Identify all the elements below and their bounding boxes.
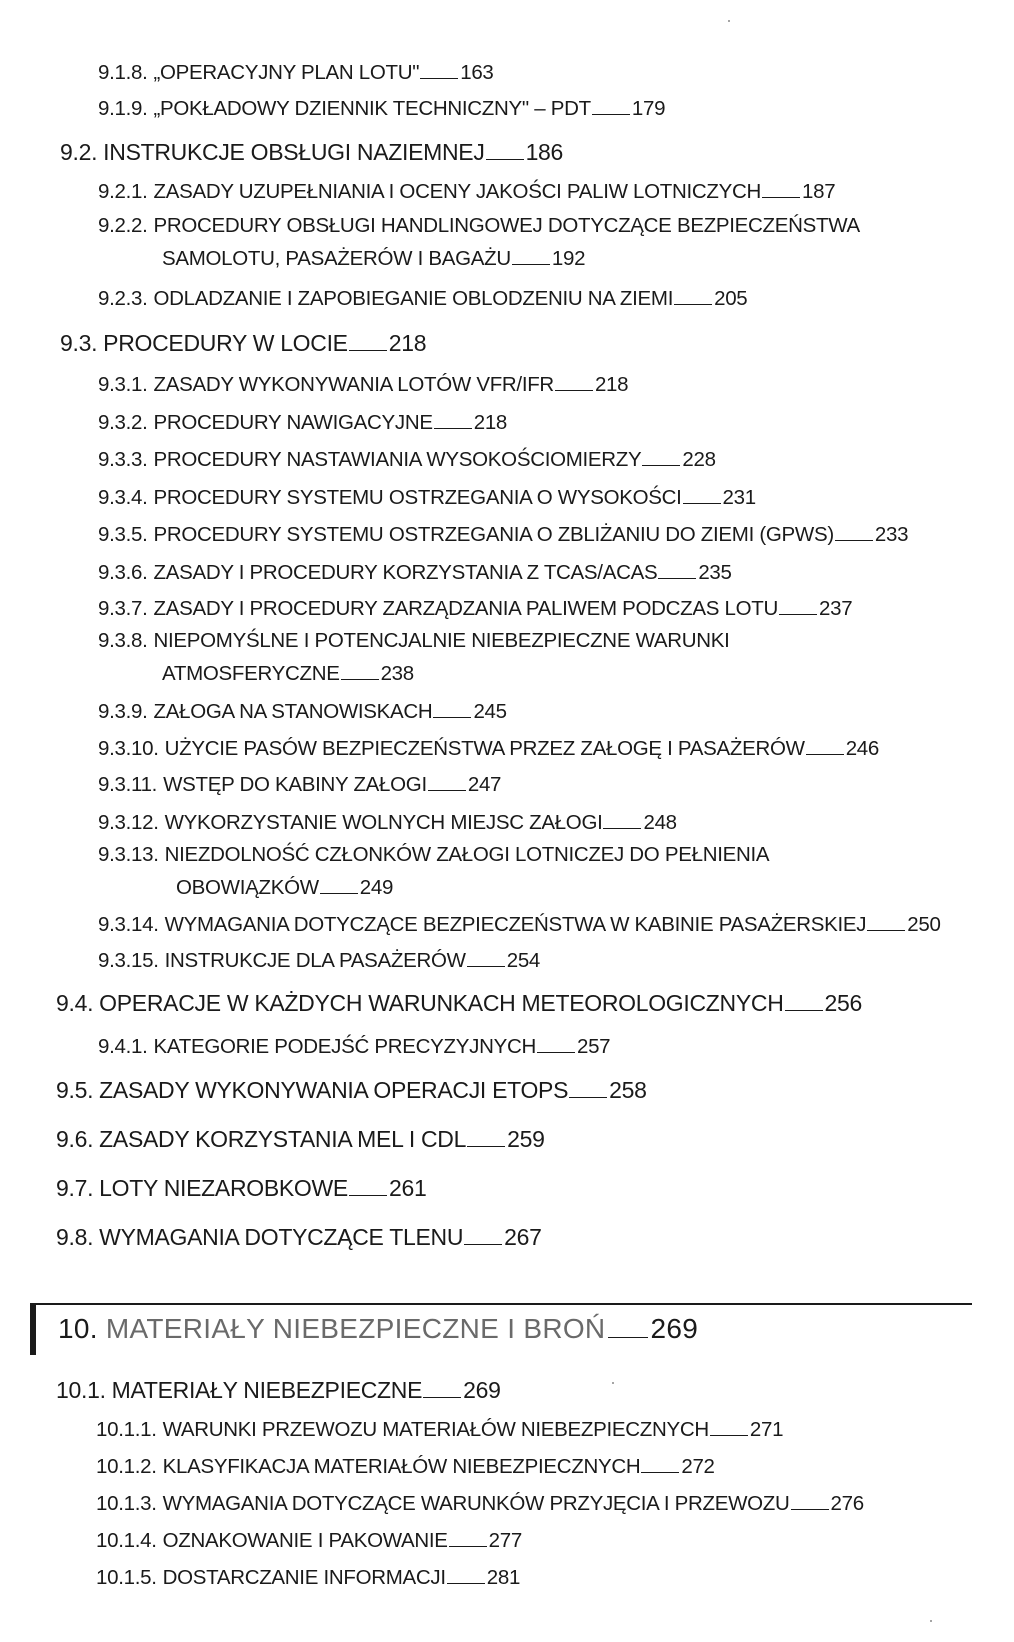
toc-entry: 9.3.8. NIEPOMYŚLNE I POTENCJALNIE NIEBEZPIECZNE WARUNKI xyxy=(98,629,730,652)
dot-leader xyxy=(785,1009,823,1011)
page-number: 276 xyxy=(830,1492,864,1515)
dot-leader xyxy=(641,1471,679,1473)
toc-entry: 9.3.15. INSTRUKCJE DLA PASAŻERÓW 254 xyxy=(98,949,541,972)
page-number: 235 xyxy=(698,561,732,584)
dot-leader xyxy=(555,389,593,391)
toc-entry: 10.1.3. WYMAGANIA DOTYCZĄCE WARUNKÓW PRZYJĘCIA I PRZEWOZU 276 xyxy=(96,1492,864,1515)
dot-leader xyxy=(320,892,358,894)
dot-leader xyxy=(806,753,844,755)
page-number: 269 xyxy=(650,1313,699,1344)
toc-entry: 10.1.5. DOSTARCZANIE INFORMACJI 281 xyxy=(96,1566,521,1589)
toc-entry: 9.3.9. ZAŁOGA NA STANOWISKACH 245 xyxy=(98,700,507,723)
page-number: 281 xyxy=(486,1566,521,1589)
toc-entry: 9.3.10. UŻYCIE PASÓW BEZPIECZEŃSTWA PRZEZ ZAŁOGĘ I PASAŻERÓW 246 xyxy=(98,737,880,760)
toc-entry: 9.3.1. ZASADY WYKONYWANIA LOTÓW VFR/IFR 218 xyxy=(98,373,629,396)
chapter-marker-bar xyxy=(30,1303,36,1355)
toc-entry: 9.3.4. PROCEDURY SYSTEMU OSTRZEGANIA O WYSOKOŚCI 231 xyxy=(98,486,756,509)
page-number: 269 xyxy=(463,1377,501,1403)
page-number: 163 xyxy=(460,61,494,84)
dot-leader xyxy=(433,716,471,718)
toc-entry: 9.2.3. ODLADZANIE I ZAPOBIEGANIE OBLODZENIU NA ZIEMI 205 xyxy=(98,287,748,310)
toc-entry: 10.1.4. OZNAKOWANIE I PAKOWANIE 277 xyxy=(96,1529,522,1552)
page-number: 277 xyxy=(488,1529,522,1552)
dot-leader xyxy=(537,1051,575,1053)
toc-entry: 9.3.14. WYMAGANIA DOTYCZĄCE BEZPIECZEŃSTWA W KABINIE PASAŻERSKIEJ 250 xyxy=(98,913,941,936)
dot-leader xyxy=(608,1336,648,1338)
page-number: 272 xyxy=(681,1455,715,1478)
toc-section: 10.1. MATERIAŁY NIEBEZPIECZNE 269 xyxy=(56,1377,501,1403)
page-number: 257 xyxy=(576,1035,611,1058)
page-number: 261 xyxy=(388,1175,427,1201)
page-number: 254 xyxy=(506,949,541,972)
page-number: 246 xyxy=(845,737,880,760)
dot-leader xyxy=(349,349,387,351)
toc-entry-continuation: OBOWIĄZKÓW 249 xyxy=(176,876,394,899)
page-number: 259 xyxy=(507,1126,545,1152)
page-number: 205 xyxy=(714,287,748,310)
page-number: 218 xyxy=(388,330,427,356)
chapter-heading: 10. MATERIAŁY NIEBEZPIECZNE I BROŃ 269 xyxy=(58,1313,699,1344)
dot-leader xyxy=(658,577,696,579)
dot-leader xyxy=(341,678,379,680)
page-number: 218 xyxy=(594,373,629,396)
scan-speck xyxy=(930,1620,932,1622)
toc-section: 9.2. INSTRUKCJE OBSŁUGI NAZIEMNEJ 186 xyxy=(60,139,564,165)
dot-leader xyxy=(467,1145,505,1147)
dot-leader xyxy=(434,427,472,429)
dot-leader xyxy=(449,1545,487,1547)
dot-leader xyxy=(674,303,712,305)
toc-section: 9.3. PROCEDURY W LOCIE 218 xyxy=(60,330,427,356)
page-number: 228 xyxy=(682,448,716,471)
dot-leader xyxy=(592,113,630,115)
page-number: 218 xyxy=(473,411,508,434)
dot-leader xyxy=(428,789,466,791)
dot-leader xyxy=(569,1096,607,1098)
scan-speck xyxy=(728,20,730,22)
toc-section: 9.4. OPERACJE W KAŻDYCH WARUNKACH METEOROLOGICZNYCH 256 xyxy=(56,990,862,1016)
page-number: 258 xyxy=(609,1077,647,1103)
page-number: 186 xyxy=(525,139,564,165)
toc-section: 9.7. LOTY NIEZAROBKOWE 261 xyxy=(56,1175,427,1201)
toc-section: 9.8. WYMAGANIA DOTYCZĄCE TLENU 267 xyxy=(56,1224,542,1250)
dot-leader xyxy=(603,827,641,829)
toc-entry: 10.1.2. KLASYFIKACJA MATERIAŁÓW NIEBEZPIECZNYCH 272 xyxy=(96,1455,715,1478)
toc-entry: 9.3.12. WYKORZYSTANIE WOLNYCH MIEJSC ZAŁOGI 248 xyxy=(98,811,677,834)
toc-section: 9.5. ZASADY WYKONYWANIA OPERACJI ETOPS 258 xyxy=(56,1077,647,1103)
page-number: 179 xyxy=(631,97,666,120)
scan-speck xyxy=(612,1382,614,1384)
page-number: 249 xyxy=(359,876,394,899)
toc-entry: 9.2.1. ZASADY UZUPEŁNIANIA I OCENY JAKOŚCI PALIW LOTNICZYCH 187 xyxy=(98,180,836,203)
page-number: 187 xyxy=(802,180,836,203)
toc-entry: 9.3.5. PROCEDURY SYSTEMU OSTRZEGANIA O ZBLIŻANIU DO ZIEMI (GPWS) 233 xyxy=(98,523,909,546)
toc-entry: 9.3.11. WSTĘP DO KABINY ZAŁOGI 247 xyxy=(98,773,502,796)
dot-leader xyxy=(683,502,721,504)
dot-leader xyxy=(791,1508,829,1510)
dot-leader xyxy=(486,158,524,160)
page-number: 267 xyxy=(504,1224,542,1250)
toc-entry-continuation: ATMOSFERYCZNE 238 xyxy=(162,662,414,685)
toc-entry: 9.3.2. PROCEDURY NAWIGACYJNE 218 xyxy=(98,411,508,434)
dot-leader xyxy=(349,1194,387,1196)
page-number: 256 xyxy=(824,990,862,1016)
dot-leader xyxy=(464,1243,502,1245)
page-number: 271 xyxy=(749,1418,784,1441)
chapter-divider xyxy=(30,1303,972,1305)
dot-leader xyxy=(835,539,873,541)
dot-leader xyxy=(423,1396,461,1398)
page-number: 233 xyxy=(874,523,909,546)
page-number: 248 xyxy=(643,811,677,834)
dot-leader xyxy=(710,1434,748,1436)
dot-leader xyxy=(420,77,458,79)
toc-entry: 10.1.1. WARUNKI PRZEWOZU MATERIAŁÓW NIEBEZPIECZNYCH 271 xyxy=(96,1418,784,1441)
toc-entry: 9.3.6. ZASADY I PROCEDURY KORZYSTANIA Z TCAS/ACAS 235 xyxy=(98,561,732,584)
toc-section: 9.6. ZASADY KORZYSTANIA MEL I CDL 259 xyxy=(56,1126,545,1152)
toc-entry: 9.3.7. ZASADY I PROCEDURY ZARZĄDZANIA PALIWEM PODCZAS LOTU 237 xyxy=(98,597,853,620)
toc-entry-continuation: SAMOLOTU, PASAŻERÓW I BAGAŻU 192 xyxy=(162,247,586,270)
toc-entry: 9.1.9. „POKŁADOWY DZIENNIK TECHNICZNY" – PDT 179 xyxy=(98,97,666,120)
dot-leader xyxy=(447,1582,485,1584)
toc-entry: 9.3.3. PROCEDURY NASTAWIANIA WYSOKOŚCIOMIERZY 228 xyxy=(98,448,716,471)
dot-leader xyxy=(762,196,800,198)
dot-leader xyxy=(779,613,817,615)
toc-entry: 9.4.1. KATEGORIE PODEJŚĆ PRECYZYJNYCH 257 xyxy=(98,1035,611,1058)
toc-entry: 9.1.8. „OPERACYJNY PLAN LOTU" 163 xyxy=(98,61,494,84)
toc-entry: 9.3.13. NIEZDOLNOŚĆ CZŁONKÓW ZAŁOGI LOTNICZEJ DO PEŁNIENIA xyxy=(98,843,770,866)
page-number: 245 xyxy=(473,700,507,723)
page-number: 231 xyxy=(722,486,756,509)
page-number: 237 xyxy=(819,597,853,620)
dot-leader xyxy=(642,464,680,466)
dot-leader xyxy=(867,929,905,931)
page-number: 238 xyxy=(380,662,414,685)
page-number: 192 xyxy=(551,247,586,270)
dot-leader xyxy=(467,965,505,967)
dot-leader xyxy=(512,263,550,265)
page-number: 247 xyxy=(467,773,502,796)
page-number: 250 xyxy=(907,913,941,936)
toc-entry: 9.2.2. PROCEDURY OBSŁUGI HANDLINGOWEJ DOTYCZĄCE BEZPIECZEŃSTWA xyxy=(98,214,860,237)
